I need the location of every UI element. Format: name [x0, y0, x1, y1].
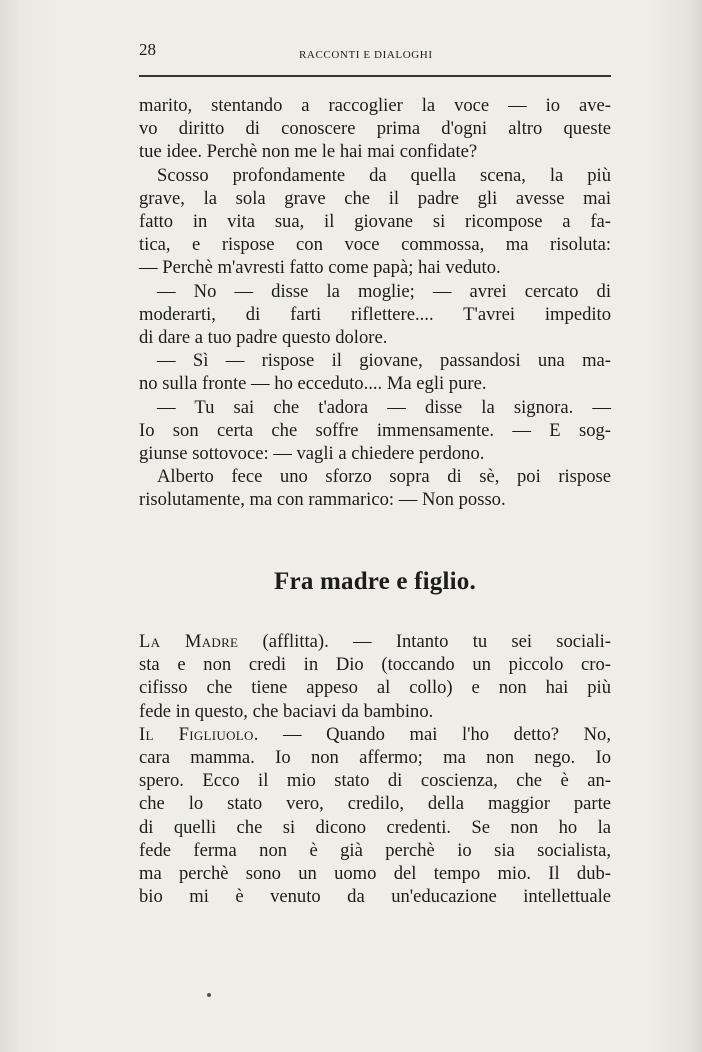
text-line: Alberto fece uno sforzo sopra di sè, poi rispose: [157, 466, 611, 488]
text-line: — Perchè m'avresti fatto come papà; hai veduto.: [139, 257, 501, 279]
text-line: giunse sottovoce: — vagli a chiedere perdono.: [139, 443, 485, 465]
speaker-son: Il Figliuolo: [139, 723, 254, 745]
text-line: — Tu sai che t'adora — disse la signora. —: [157, 396, 611, 418]
text-line: fede ferma non è già perchè io sia socialista,: [139, 839, 611, 861]
section-title: Fra madre e figlio.: [274, 568, 476, 595]
text-line: ma perchè sono un uomo del tempo mio. Il dub-: [139, 863, 611, 885]
text-line: di quelli che si dicono credenti. Se non ho la: [139, 816, 611, 838]
text-line: tue idee. Perchè non me le hai mai confidate?: [139, 141, 478, 163]
text-line: marito, stentando a raccoglier la voce — io ave-: [139, 95, 611, 116]
text-line: che lo stato vero, credilo, della maggior parte: [139, 793, 611, 815]
text-line: vo diritto di conoscere prima d'ogni altro queste: [139, 118, 611, 140]
page-header: [139, 40, 609, 66]
text-line: Io son certa che soffre immensamente. — E sog-: [139, 419, 611, 441]
text-line: fede in questo, che baciavi da bambino.: [139, 700, 434, 722]
text-line: risolutamente, ma con rammarico: — Non posso.: [139, 489, 506, 511]
text-line: tica, e rispose con voce commossa, ma risoluta:: [139, 234, 611, 256]
text-line: fatto in vita sua, il giovane si ricompose a fa-: [139, 211, 611, 233]
running-title: RACCONTI E DIALOGHI: [299, 49, 433, 61]
text-line: cara mamma. Io non affermo; ma non nego. Io: [139, 747, 611, 769]
text-line: moderarti, di farti riflettere.... T'avrei impedito: [139, 303, 611, 325]
text-line: grave, la sola grave che il padre gli avesse mai: [139, 187, 611, 209]
text-line: di dare a tuo padre questo dolore.: [139, 327, 388, 349]
page-number: 28: [139, 40, 156, 59]
speaker-mother: La Madre: [139, 631, 239, 652]
text-line: spero. Ecco il mio stato di coscienza, che è an-: [139, 770, 611, 792]
ink-speck: [207, 993, 211, 997]
line-part: . — Quando mai l'ho detto? No,: [253, 723, 611, 745]
text-line: — Sì — rispose il giovane, passandosi una ma-: [157, 350, 611, 372]
section-1-text: [139, 94, 611, 512]
text-line: Scosso profondamente da quella scena, la più: [157, 164, 611, 186]
text-line: cifisso che tiene appeso al collo) e non hai più: [139, 677, 611, 699]
text-line: [139, 723, 611, 746]
text-line: [139, 630, 611, 653]
dialogue-text: [139, 630, 611, 908]
text-line: — No — disse la moglie; — avrei cercato di: [157, 280, 611, 302]
text-line: sta e non credi in Dio (toccando un piccolo cro-: [139, 654, 611, 676]
header-rule: [139, 75, 611, 77]
text-line: no sulla fronte — ho ecceduto.... Ma egli pure.: [139, 373, 487, 395]
line-part: (afflitta). — Intanto tu sei sociali-: [238, 631, 611, 652]
text-line: bio mi è venuto da un'educazione intellettuale: [139, 886, 611, 908]
